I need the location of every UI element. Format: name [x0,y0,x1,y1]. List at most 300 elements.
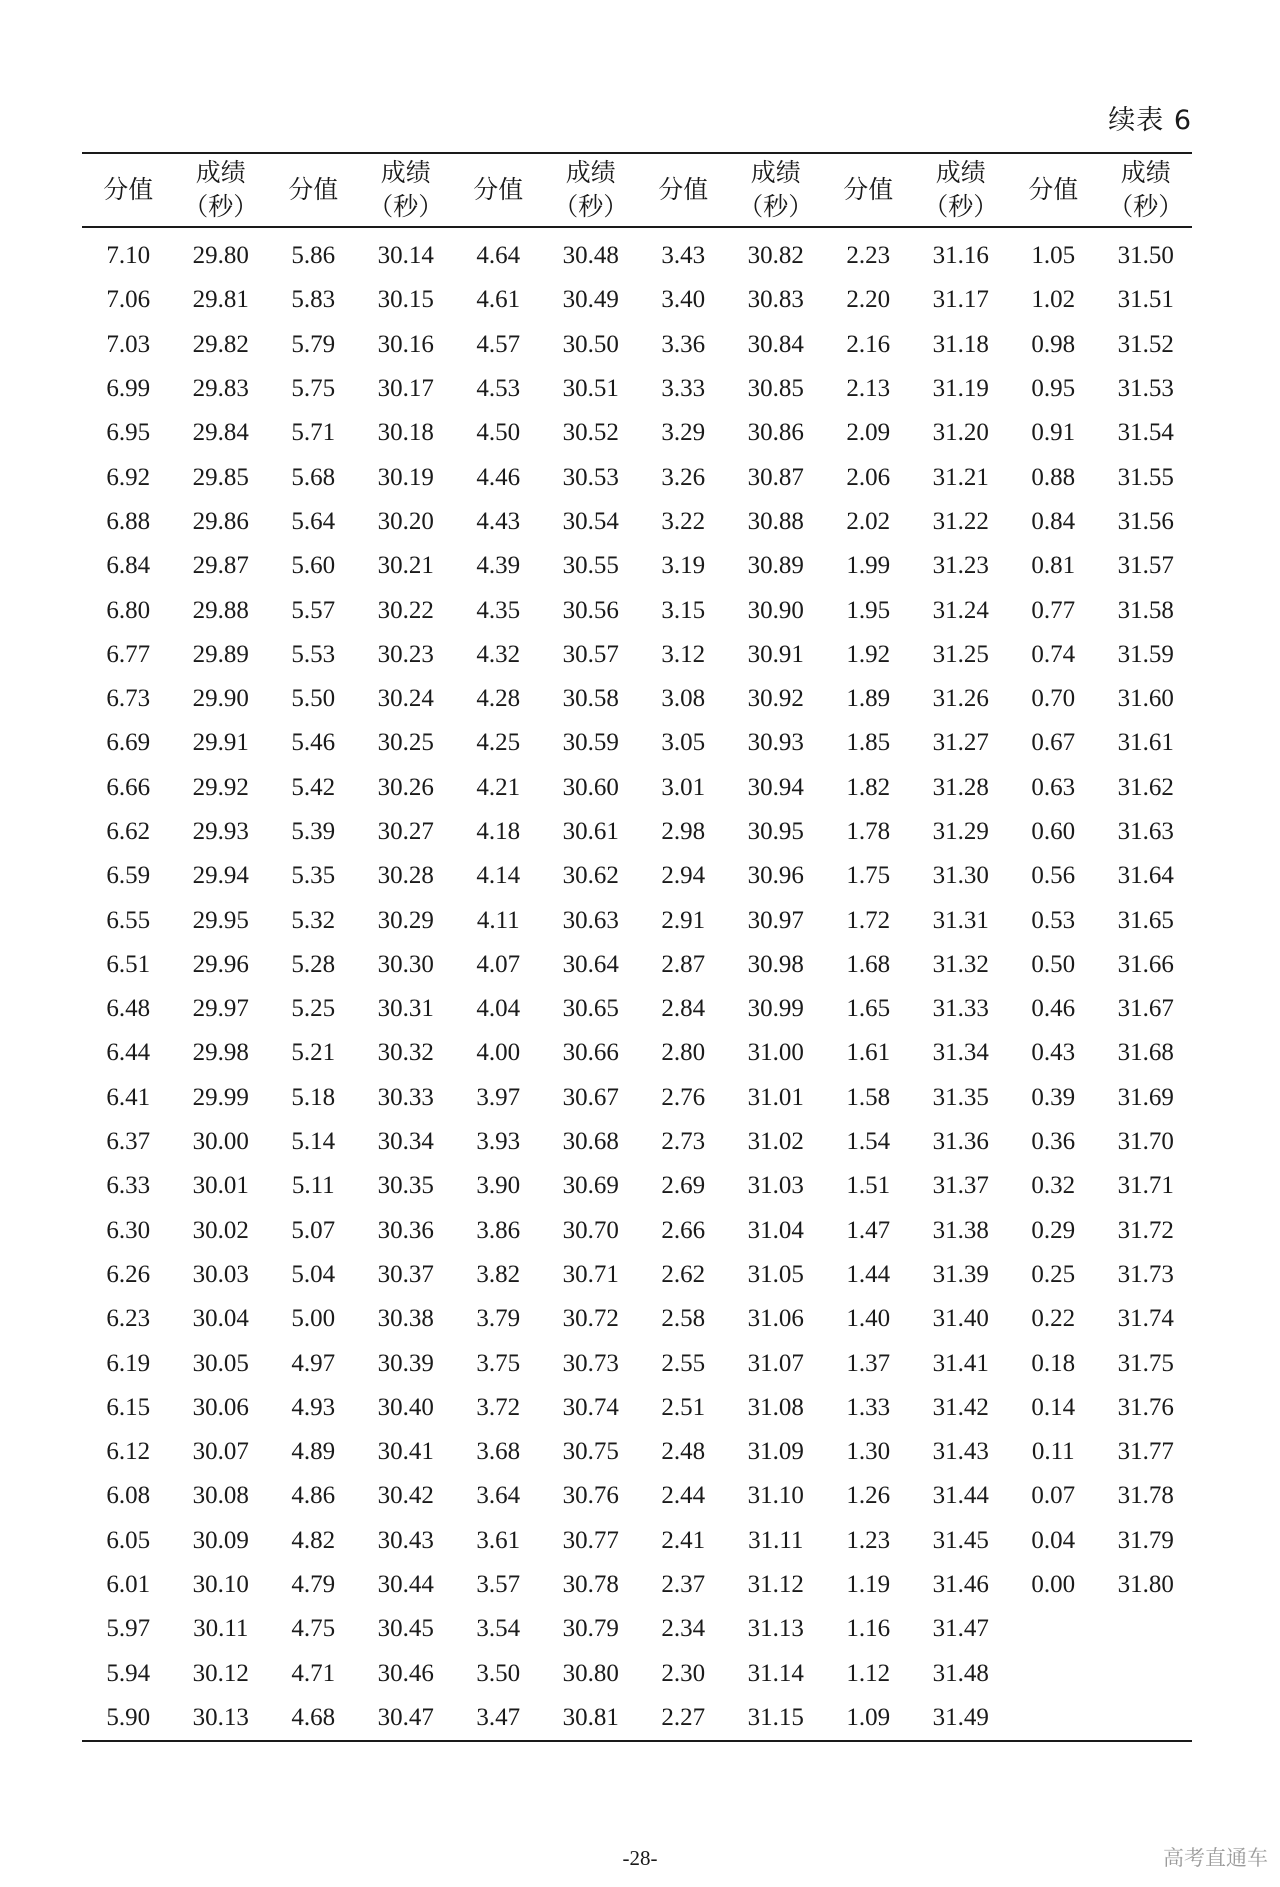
score-cell: 5.90 [106,1703,151,1731]
result-cell: 31.18 [932,330,989,358]
score-cell: 1.44 [846,1260,891,1288]
result-cell: 31.79 [1117,1526,1174,1554]
result-cell: 31.77 [1117,1438,1174,1466]
result-cell: 29.87 [192,552,249,580]
result-cell: 30.00 [192,1128,249,1156]
score-cell: 1.05 [1031,242,1076,270]
score-cell: 6.84 [106,552,151,580]
result-cell: 30.14 [377,242,434,270]
result-cell: 29.88 [192,596,249,624]
result-cell: 31.76 [1117,1393,1174,1421]
result-cell: 31.55 [1117,463,1174,491]
result-cell: 30.89 [747,552,804,580]
table-row [82,278,1192,322]
result-cell: 31.24 [932,596,989,624]
result-cell: 30.16 [377,330,434,358]
result-cell: 31.12 [747,1571,804,1599]
result-cell: 30.46 [377,1659,434,1687]
result-cell: 31.61 [1117,729,1174,757]
result-cell: 30.27 [377,818,434,845]
score-cell: 3.19 [661,552,706,580]
score-cell: 4.68 [291,1703,336,1731]
score-cell: 1.72 [846,906,891,934]
header-result-label: 成绩 [380,158,431,187]
result-cell: 31.42 [932,1393,989,1421]
result-cell: 31.71 [1117,1172,1174,1200]
score-cell: 6.48 [106,995,151,1023]
result-cell: 30.70 [562,1216,619,1244]
score-cell: 1.92 [846,640,891,668]
score-cell: 3.33 [661,375,706,403]
score-cell: 6.62 [106,818,151,845]
result-cell: 30.56 [562,596,619,624]
score-cell: 4.93 [291,1393,336,1421]
result-cell: 30.38 [377,1305,434,1333]
table-header [82,153,1192,227]
result-cell: 31.70 [1117,1128,1174,1156]
header-result-unit: （秒） [368,192,444,221]
result-cell: 30.31 [377,995,434,1023]
result-cell: 31.45 [932,1526,989,1554]
score-cell: 3.08 [661,685,706,713]
header-result-unit: （秒） [1108,192,1184,221]
score-cell: 6.33 [106,1172,151,1200]
result-cell: 31.33 [932,995,989,1023]
table-row [82,677,1192,721]
score-cell: 4.14 [476,862,521,890]
score-cell: 2.51 [661,1393,706,1421]
result-cell: 29.91 [192,729,249,757]
result-cell: 31.73 [1117,1260,1174,1288]
score-cell: 3.97 [476,1083,521,1111]
result-cell: 29.90 [192,685,249,713]
score-cell: 0.60 [1031,818,1076,845]
score-cell: 1.54 [846,1128,891,1156]
score-cell: 6.92 [106,463,151,491]
result-cell: 30.26 [377,773,434,801]
result-cell: 31.35 [932,1083,989,1111]
score-cell: 7.10 [106,242,151,270]
score-cell: 1.40 [846,1305,891,1333]
result-cell: 30.17 [377,375,434,403]
result-cell: 31.22 [932,507,989,535]
result-cell: 29.86 [192,507,249,535]
result-cell: 31.47 [932,1615,989,1643]
result-cell: 30.35 [377,1172,434,1200]
score-cell: 6.12 [106,1438,151,1466]
score-cell: 3.54 [476,1615,521,1643]
result-cell: 30.30 [377,950,434,978]
result-cell: 29.80 [192,242,249,270]
result-cell: 31.15 [747,1703,804,1731]
result-cell: 31.30 [932,862,989,890]
table-row [82,943,1192,987]
result-cell: 30.95 [747,818,804,845]
result-cell: 31.00 [747,1039,804,1067]
result-cell: 30.94 [747,773,804,801]
score-cell: 0.00 [1031,1571,1076,1599]
result-cell: 31.74 [1117,1305,1174,1333]
score-cell: 1.99 [846,552,891,580]
score-cell: 5.35 [291,862,336,890]
score-cell: 2.69 [661,1172,706,1200]
result-cell: 31.75 [1117,1349,1174,1377]
score-cell: 2.44 [661,1482,706,1510]
score-cell: 6.99 [106,375,151,403]
score-cell: 1.61 [846,1039,891,1067]
score-cell: 1.30 [846,1438,891,1466]
score-cell: 0.11 [1031,1438,1075,1466]
score-cell: 3.15 [661,596,706,624]
score-cell [1007,1607,1100,1651]
result-cell: 31.09 [747,1438,804,1466]
score-cell: 3.64 [476,1482,521,1510]
result-cell: 31.05 [747,1260,804,1288]
score-cell: 4.86 [291,1482,336,1510]
score-cell: 3.61 [476,1526,521,1554]
result-cell: 30.37 [377,1260,434,1288]
result-cell: 31.49 [932,1703,989,1731]
score-cell: 2.02 [846,507,891,535]
score-cell: 6.05 [106,1526,151,1554]
table-row [82,411,1192,455]
result-cell: 30.39 [377,1349,434,1377]
result-cell: 30.01 [192,1172,249,1200]
header-result [545,153,638,227]
table-row [82,766,1192,810]
table-row [82,633,1192,677]
result-cell: 30.62 [562,862,619,890]
score-cell: 6.19 [106,1349,151,1377]
header-result-unit: （秒） [183,192,259,221]
score-cell: 0.04 [1031,1526,1076,1554]
score-cell: 6.26 [106,1260,151,1288]
table-row [82,1474,1192,1518]
score-cell: 6.80 [106,596,151,624]
result-cell: 29.89 [192,640,249,668]
result-cell: 29.84 [192,419,249,447]
result-cell: 31.32 [932,950,989,978]
result-cell: 30.19 [377,463,434,491]
result-cell: 29.99 [192,1083,249,1111]
result-cell: 30.84 [747,330,804,358]
score-cell: 4.07 [476,950,521,978]
score-cell: 4.43 [476,507,521,535]
header-result-label: 成绩 [750,158,801,187]
result-cell: 29.92 [192,773,249,801]
result-cell: 31.41 [932,1349,989,1377]
result-cell: 30.90 [747,596,804,624]
result-cell: 30.71 [562,1260,619,1288]
result-cell: 30.10 [192,1571,249,1599]
result-cell: 31.20 [932,419,989,447]
score-cell: 3.79 [476,1305,521,1333]
score-cell: 4.50 [476,419,521,447]
result-cell: 30.79 [562,1615,619,1643]
result-cell [1100,1652,1193,1696]
result-cell: 30.73 [562,1349,619,1377]
header-result-unit: （秒） [923,192,999,221]
result-cell: 31.11 [748,1526,804,1554]
score-cell: 3.72 [476,1393,521,1421]
score-cell: 0.74 [1031,640,1076,668]
score-cell: 5.04 [291,1260,336,1288]
score-cell: 0.39 [1031,1083,1076,1111]
table-row [82,987,1192,1031]
score-cell: 5.11 [291,1172,335,1200]
result-cell: 31.10 [747,1482,804,1510]
score-cell: 4.79 [291,1571,336,1599]
score-cell: 6.44 [106,1039,151,1067]
result-cell: 31.65 [1117,906,1174,934]
score-cell: 6.15 [106,1393,151,1421]
result-cell: 30.15 [377,286,434,314]
score-cell: 6.37 [106,1128,151,1156]
header-result [915,153,1008,227]
table-row [82,1164,1192,1208]
score-cell: 2.80 [661,1039,706,1067]
score-cell: 0.43 [1031,1039,1076,1067]
result-cell: 30.43 [377,1526,434,1554]
result-cell: 31.36 [932,1128,989,1156]
score-cell: 3.57 [476,1571,521,1599]
score-cell: 0.46 [1031,995,1076,1023]
result-cell: 30.72 [562,1305,619,1333]
score-cell: 2.23 [846,242,891,270]
score-cell: 1.26 [846,1482,891,1510]
result-cell: 31.43 [932,1438,989,1466]
score-cell: 4.53 [476,375,521,403]
score-cell: 2.84 [661,995,706,1023]
result-cell: 30.54 [562,507,619,535]
result-cell: 30.25 [377,729,434,757]
header-score: 分值 [843,175,894,204]
score-cell: 4.64 [476,242,521,270]
result-cell: 31.38 [932,1216,989,1244]
score-cell: 4.39 [476,552,521,580]
score-cell: 2.66 [661,1216,706,1244]
score-cell: 0.56 [1031,862,1076,890]
result-cell: 30.60 [562,773,619,801]
table-row [82,1297,1192,1341]
result-cell: 30.32 [377,1039,434,1067]
result-cell: 30.28 [377,862,434,890]
score-cell: 4.32 [476,640,521,668]
score-cell: 5.46 [291,729,336,757]
result-cell: 30.92 [747,685,804,713]
score-cell: 7.06 [106,286,151,314]
score-cell: 0.70 [1031,685,1076,713]
score-cell: 2.91 [661,906,706,934]
score-cell: 7.03 [106,330,151,358]
score-cell: 5.60 [291,552,336,580]
score-cell: 5.53 [291,640,336,668]
score-cell: 1.47 [846,1216,891,1244]
header-row [82,153,1192,227]
result-cell: 30.06 [192,1393,249,1421]
score-cell: 3.75 [476,1349,521,1377]
result-cell: 31.26 [932,685,989,713]
score-cell: 0.84 [1031,507,1076,535]
result-cell: 31.16 [932,242,989,270]
score-cell: 0.98 [1031,330,1076,358]
result-cell: 30.49 [562,286,619,314]
result-cell [1100,1607,1193,1651]
score-cell: 0.18 [1031,1349,1076,1377]
result-cell: 30.61 [562,818,619,845]
score-cell: 2.30 [661,1659,706,1687]
score-cell: 3.22 [661,507,706,535]
result-cell: 30.36 [377,1216,434,1244]
result-cell: 31.23 [932,552,989,580]
result-cell: 31.44 [932,1482,989,1510]
result-cell: 31.48 [932,1659,989,1687]
score-cell: 4.28 [476,685,521,713]
result-cell: 31.21 [932,463,989,491]
result-cell: 30.45 [377,1615,434,1643]
result-cell: 31.60 [1117,685,1174,713]
header-result-label: 成绩 [1120,158,1171,187]
score-cell: 2.34 [661,1615,706,1643]
table-row [82,1253,1192,1297]
result-cell: 31.29 [932,818,989,845]
result-cell: 30.66 [562,1039,619,1067]
score-cell: 1.85 [846,729,891,757]
header-score: 分值 [288,175,339,204]
score-cell: 2.41 [661,1526,706,1554]
result-cell: 31.07 [747,1349,804,1377]
table-row [82,1341,1192,1385]
result-cell: 30.29 [377,906,434,934]
score-cell: 1.51 [846,1172,891,1200]
result-cell: 29.94 [192,862,249,890]
score-cell: 3.90 [476,1172,521,1200]
result-cell: 30.81 [562,1703,619,1731]
result-cell: 31.51 [1117,286,1174,314]
result-cell: 31.13 [747,1615,804,1643]
result-cell: 30.20 [377,507,434,535]
result-cell: 31.39 [932,1260,989,1288]
score-cell: 3.29 [661,419,706,447]
score-cell: 3.86 [476,1216,521,1244]
result-cell: 30.63 [562,906,619,934]
result-cell: 30.50 [562,330,619,358]
score-cell: 1.89 [846,685,891,713]
score-cell: 4.21 [476,773,521,801]
result-cell: 31.56 [1117,507,1174,535]
table-row [82,1519,1192,1563]
table-row [82,588,1192,632]
result-cell: 30.22 [377,596,434,624]
result-cell: 31.02 [747,1128,804,1156]
score-cell: 5.71 [291,419,336,447]
result-cell: 31.67 [1117,995,1174,1023]
result-cell: 30.76 [562,1482,619,1510]
result-cell: 30.99 [747,995,804,1023]
result-cell: 31.08 [747,1393,804,1421]
score-cell: 1.58 [846,1083,891,1111]
result-cell: 30.08 [192,1482,249,1510]
result-cell: 30.68 [562,1128,619,1156]
result-cell: 31.63 [1117,818,1174,845]
score-cell: 2.94 [661,862,706,890]
table-row [82,1031,1192,1075]
score-cell: 5.50 [291,685,336,713]
header-result [175,153,268,227]
result-cell: 30.74 [562,1393,619,1421]
result-cell: 30.53 [562,463,619,491]
score-cell: 3.05 [661,729,706,757]
score-cell: 3.43 [661,242,706,270]
score-cell: 3.36 [661,330,706,358]
score-cell: 4.04 [476,995,521,1023]
score-cell: 5.28 [291,950,336,978]
score-cell: 6.55 [106,906,151,934]
result-cell: 31.64 [1117,862,1174,890]
score-cell: 6.41 [106,1083,151,1111]
score-cell: 4.00 [476,1039,521,1067]
result-cell: 30.78 [562,1571,619,1599]
score-cell: 2.13 [846,375,891,403]
score-cell [1007,1696,1100,1741]
score-cell: 0.67 [1031,729,1076,757]
result-cell: 31.53 [1117,375,1174,403]
header-score: 分值 [103,175,154,204]
score-cell: 5.64 [291,507,336,535]
score-cell: 1.68 [846,950,891,978]
result-cell: 30.48 [562,242,619,270]
table-row [82,810,1192,854]
score-cell: 1.65 [846,995,891,1023]
result-cell: 29.93 [192,818,249,845]
header-result-label: 成绩 [935,158,986,187]
score-cell: 4.35 [476,596,521,624]
score-cell: 3.82 [476,1260,521,1288]
result-cell: 30.57 [562,640,619,668]
result-cell: 30.86 [747,419,804,447]
score-cell: 5.83 [291,286,336,314]
result-cell: 31.40 [932,1305,989,1333]
table-row [82,1607,1192,1651]
table-row [82,898,1192,942]
result-cell: 31.27 [932,729,989,757]
score-cell: 6.69 [106,729,151,757]
score-cell: 3.01 [661,773,706,801]
result-cell: 31.17 [932,286,989,314]
result-cell: 31.34 [932,1039,989,1067]
score-cell: 2.62 [661,1260,706,1288]
score-cell: 3.12 [661,640,706,668]
score-cell: 5.86 [291,242,336,270]
result-cell: 31.06 [747,1305,804,1333]
score-cell: 4.57 [476,330,521,358]
score-cell: 1.23 [846,1526,891,1554]
result-cell: 30.51 [562,375,619,403]
result-cell: 29.81 [192,286,249,314]
score-cell: 0.81 [1031,552,1076,580]
score-cell: 5.07 [291,1216,336,1244]
score-cell: 2.09 [846,419,891,447]
result-cell: 30.77 [562,1526,619,1554]
score-cell: 6.08 [106,1482,151,1510]
result-cell: 30.65 [562,995,619,1023]
header-score: 分值 [1028,175,1079,204]
score-cell: 5.97 [106,1615,151,1643]
score-cell: 2.16 [846,330,891,358]
table-caption: 续表 6 [1108,105,1192,136]
table-row [82,367,1192,411]
result-cell: 31.66 [1117,950,1174,978]
